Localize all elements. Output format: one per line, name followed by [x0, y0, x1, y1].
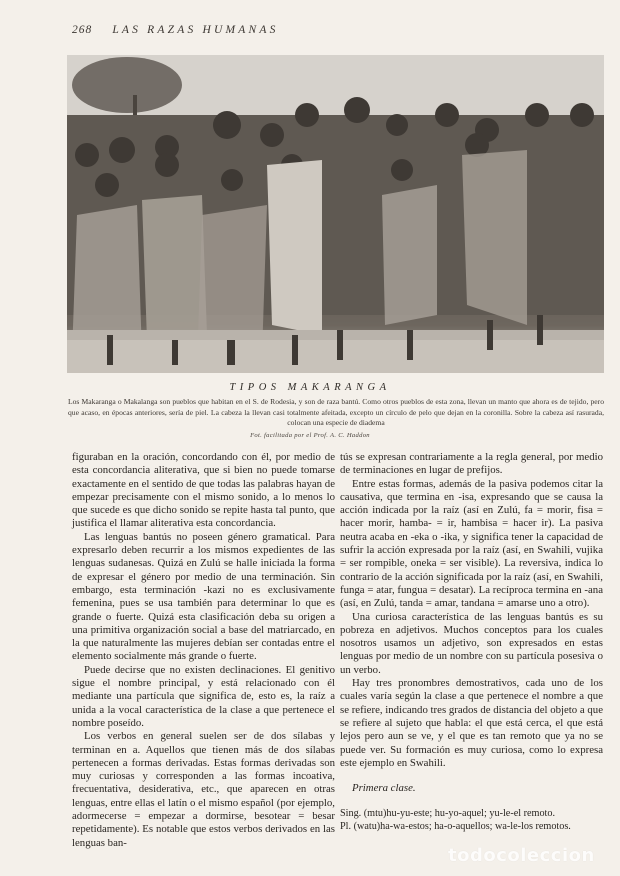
section-subheading: Primera clase. [352, 782, 416, 795]
paragraph: Las lenguas bantús no poseen género gramatical. Para expresarlo deben recurrir a los mismos expedientes de las lenguas sudanesas. Quizá en Zulú se halle iniciada la forma de expresar el género por medio de una terminación. Sin embargo, esta terminación -kazi no es exclusivamente femenina, pues se usa también para determinar lo que es grande o fuerte. Quizá esta clasificación deba su origen a una primitiva organización social a base del matriarcado, en la que naturalmente las mujeres debían ser contadas entre el elemento socialmente más grande o fuerte. [72, 530, 335, 663]
paragraph: figuraban en la oración, concordando con él, por medio de esta concordancia aliterativa, que si bien no puede tomarse exactamente en el sentido de que todas las palabras hayan de empezar precisamente con el mismo sonido, a lo menos lo que sucede es que dicho sonido se repite hasta tal punto, que justifica el llamar aliterativa esta concordancia. [72, 451, 335, 530]
group-photo-placeholder-icon [67, 55, 604, 373]
watermark-logo: todocoleccion [448, 845, 595, 866]
paragraph: Puede decirse que no existen declinaciones. El genitivo sigue el nombre principal, y está relacionado con él mediante una partícula que significa de, esto es, la raíz a unida a la vocal característica de la clase a que pertenece el nombre poseído. [72, 663, 335, 729]
running-title: LAS RAZAS HUMANAS [112, 24, 279, 36]
example-line-plural: Pl. (watu)ha-wa-estos; ha-o-aquellos; wa-le-los remotos. [340, 821, 571, 833]
figure-title: TIPOS MAKARANGA [229, 382, 391, 393]
photo-credit: Fot. facilitada por el Prof. A. C. Haddon [250, 432, 370, 439]
paragraph: Los verbos en general suelen ser de dos sílabas y terminan en a. Aquellos que tienen más de dos sílabas pertenecen a formas derivadas. Estas formas derivadas son muy curiosas y corresponden a las formas incoativa, frecuentativa, desiderativa, etc., que aparecen en otras lenguas, entre ellas el latín o el mismo español (por ejemplo, adormecerse = empezar a dormirse, besotear = besar repetidamente). Es notable que estos verbos derivados en las lenguas ban- [72, 730, 335, 849]
figure-photograph [67, 55, 604, 373]
right-text-column [340, 451, 603, 833]
figure-caption: Los Makaranga o Makalanga son pueblos que habitan en el S. de Rodesia, y son de raza bantú. Como otros pueblos de esta zona, llevan un manto que ahora es de tejido, pero que acaso, en épocas anteriores, sería de piel. La cabeza la llevan casi totalmente afeitada, excepto un círculo de pelo que dejan en la coronilla. Sobre la cabeza así rasurada, colocan una especie de diadema [68, 397, 604, 428]
paragraph: Entre estas formas, además de la pasiva podemos citar la causativa, que termina en -isa, expresando que se causa la acción indicada por la raíz (así en Zulú, fa = morir, fisa = hacer morir, hamba- = ir, hambisa = hacer ir). La pasiva neutra acaba en -eka o -ika, y significa tener la capacidad de sufrir la acción expresada por la raíz (así, en Swahili, vujika = ser rompible, oneka = ser visible). La reversiva, indica lo contrario de la acción significada por la raíz (así, en Swahili, funga = atar, fungua = desatar). La recíproca termina en -ana (así, en Zulú, tanda = amar, tandana = amarse uno a otro). [340, 477, 603, 610]
example-line-singular: Sing. (mtu)hu-yu-este; hu-yo-aquel; yu-le-el remoto. [340, 808, 556, 820]
paragraph: Hay tres pronombres demostrativos, cada uno de los cuales varía según la clase a que pertenece el nombre a que se refiere, indicando tres grados de distancia del objeto a que se refiere al sujeto que habla: el que está cerca, el que está lejos pero aun se ve, y el que es tan remoto que ya no se puede ver. Su formación es muy curiosa, como lo expresa este ejemplo en Swahili. [340, 677, 603, 769]
left-text-column [72, 451, 335, 850]
paragraph: tús se expresan contrariamente a la regla general, por medio de terminaciones en lugar de prefijos. [340, 451, 603, 477]
paragraph: Una curiosa característica de las lenguas bantús es su pobreza en adjetivos. Muchos conceptos para los cuales nosotros usamos un adjetivo, son expresados en estas lenguas por medio de un nombre con su partícula posesiva o un verbo. [340, 610, 603, 676]
page-number: 268 [72, 24, 93, 36]
running-header [72, 24, 279, 36]
